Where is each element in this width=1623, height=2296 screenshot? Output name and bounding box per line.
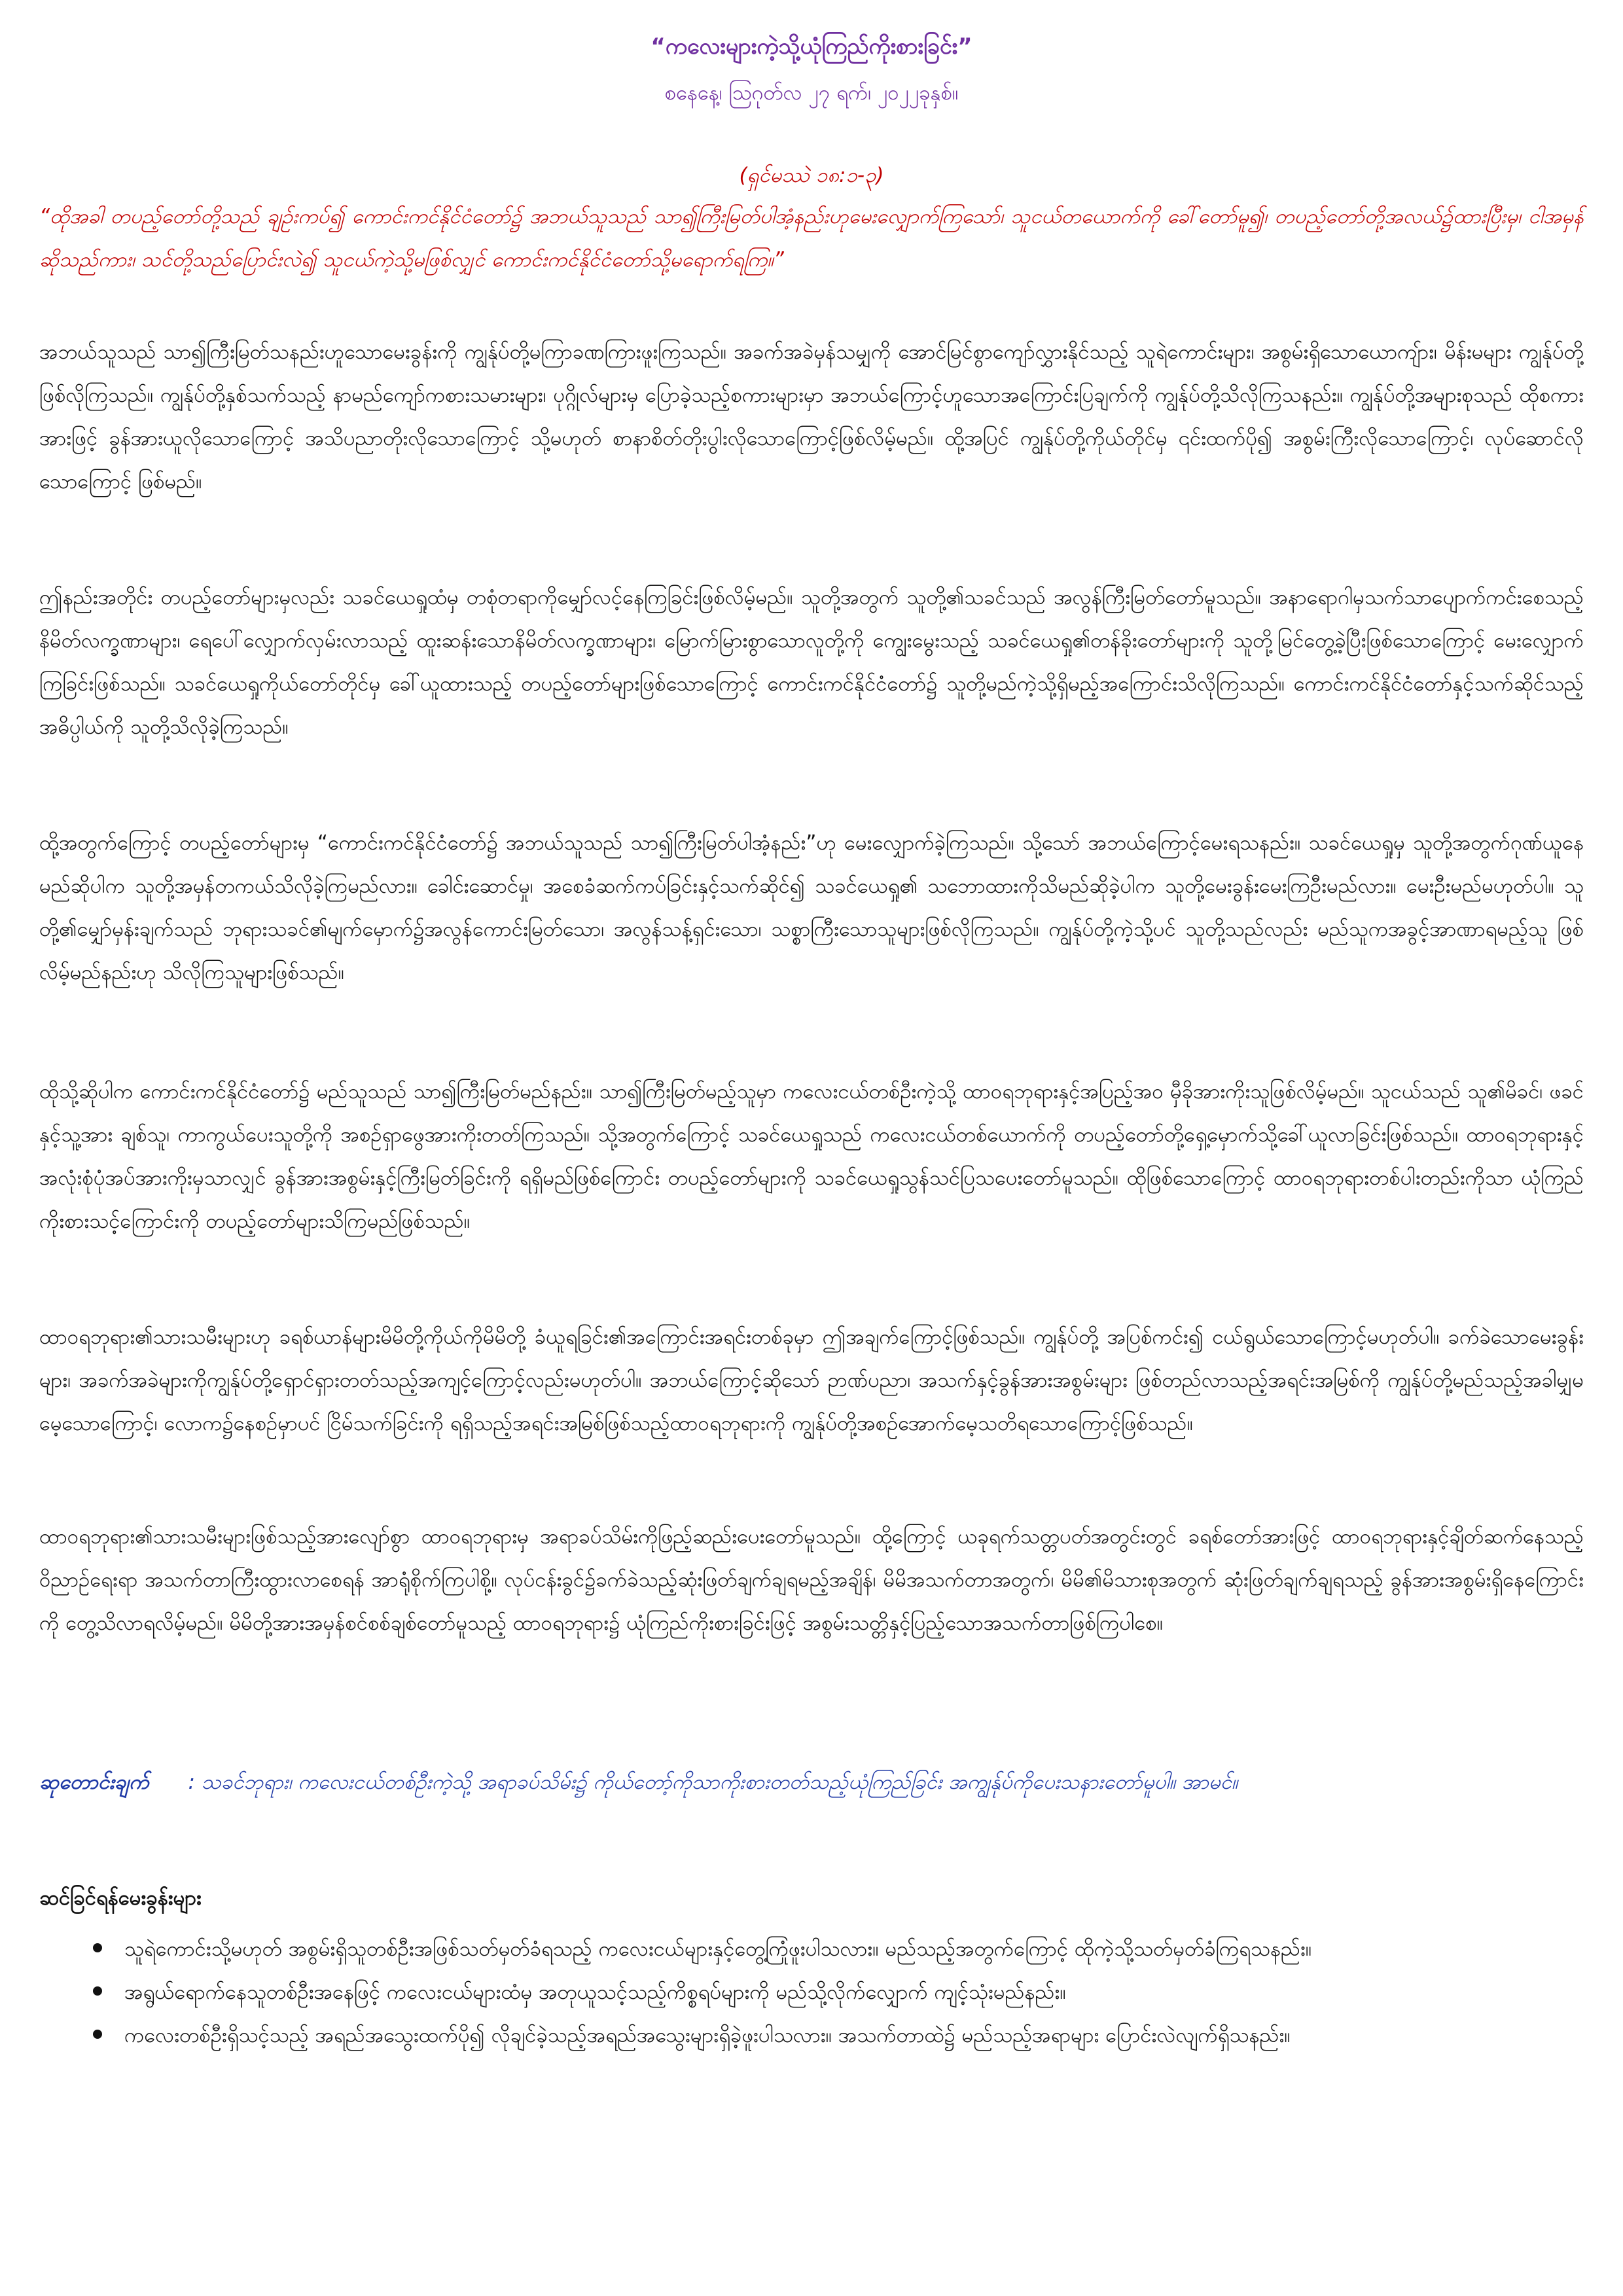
document-title: “ကလေးများကဲ့သို့ယုံကြည်ကိုးစားခြင်း” — [651, 33, 972, 60]
body-paragraph-1: အဘယ်သူသည် သာ၍ကြီးမြတ်သနည်းဟူသောမေးခွန်းကို ကျွန်ုပ်တို့မကြာခဏကြားဖူးကြသည်။ အခက်အခဲမှန်သမျှကို အောင်မြင်စွာကျော်လွှားနိုင်သည့် သူရဲကောင်းများ၊ အစွမ်းရှိသောယောကျ်ား၊ မိန်းမများ ကျွန်ုပ်တို့ဖြစ်လိုကြသည်။ ကျွန်ုပ်တို့နှစ်သက်သည့် နာမည်ကျော်ကစားသမားများ၊ ပုဂ္ဂိုလ်များမှ ပြောခဲ့သည့်စကားများမှာ အဘယ်ကြောင့်ဟူသောအကြောင်းပြချက်ကို ကျွန်ုပ်တို့သိလိုကြသနည်း။ ကျွန်ုပ်တို့အများစုသည် ထိုစကားအားဖြင့် ခွန်အားယူလိုသောကြောင့် အသိပညာတိုးလိုသောကြောင့် သို့မဟုတ် စာနာစိတ်တိုးပွါးလိုသောကြောင့်ဖြစ်လိမ့်မည်။ ထို့အပြင် ကျွန်ုပ်တို့ကိုယ်တိုင်မှ ၎င်းထက်ပို၍ အစွမ်းကြီးလိုသောကြောင့်၊ လုပ်ဆောင်လိုသောကြောင့် ဖြစ်မည်။ — [39, 340, 1584, 493]
bullet-icon — [93, 1986, 102, 1996]
question-text: ကလေးတစ်ဦးရှိသင့်သည့် အရည်အသွေးထက်ပို၍ လိုချင်ခဲ့သည့်အရည်အသွေးများရှိခဲ့ဖူးပါသလား။ အသက်တာထဲ၌ မည်သည့်အရာများ ပြောင်းလဲလျက်ရှိသနည်း။ — [124, 2024, 1291, 2047]
prayer-block — [39, 1761, 1584, 1804]
bullet-icon — [93, 1943, 102, 1952]
body-paragraph-3: ထို့အတွက်ကြောင့် တပည့်တော်များမှ “ကောင်းကင်နိုင်ငံတော်၌ အဘယ်သူသည် သာ၍ကြီးမြတ်ပါအံ့နည်း”ဟု မေးလျှောက်ခဲ့ကြသည်။ သို့သော် အဘယ်ကြောင့်မေးရသနည်း။ သခင်ယေရှုမှ သူတို့အတွက်ဂုဏ်ယူနေမည်ဆိုပါက သူတို့အမှန်တကယ်သိလိုခဲ့ကြမည်လား။ ခေါင်းဆောင်မှု၊ အစေခံဆက်ကပ်ခြင်းနှင့်သက်ဆိုင်၍ သခင်ယေရှု၏ သဘောထားကိုသိမည်ဆိုခဲ့ပါက သူတို့မေးခွန်းမေးကြဦးမည်လား။ မေးဦးမည်မဟုတ်ပါ။ သူတို့၏မျှော်မှန်းချက်သည် ဘုရားသခင်၏မျက်မှောက်၌အလွန်ကောင်းမြတ်သော၊ အလွန်သန့်ရှင်းသော၊ သစ္စာကြီးသောသူများဖြစ်လိုကြသည်။ ကျွန်ုပ်တို့ကဲ့သို့ပင် သူတို့သည်လည်း မည်သူကအခွင့်အာဏာရမည့်သူ ဖြစ်လိမ့်မည်နည်းဟု သိလိုကြသူများဖြစ်သည်။ — [39, 831, 1584, 984]
bullet-icon — [93, 2030, 102, 2039]
scripture-text: “ထိုအခါ တပည့်တော်တို့သည် ချဉ်းကပ်၍ ကောင်းကင်နိုင်ငံတော်၌ အဘယ်သူသည် သာ၍ကြီးမြတ်ပါအံ့နည်းဟုမေးလျှောက်ကြသော်၊ သူငယ်တယောက်ကို ခေါ်တော်မူ၍၊ တပည့်တော်တို့အလယ်၌ထားပြီးမှ၊ ငါအမှန်ဆိုသည်ကား၊ သင်တို့သည်ပြောင်းလဲ၍ သူငယ်ကဲ့သို့မဖြစ်လျှင် ကောင်းကင်နိုင်ငံတော်သို့မရောက်ရကြ။” — [39, 205, 1584, 272]
prayer-text: : သခင်ဘုရား၊ ကလေးငယ်တစ်ဦးကဲ့သို့ အရာခပ်သိမ်း၌ ကိုယ်တော့်ကိုသာကိုးစားတတ်သည့်ယုံကြည်ခြင်း အကျွန်ုပ်ကိုပေးသနားတော်မူပါ။ အာမင်။ — [188, 1770, 1238, 1794]
question-text: အရွယ်ရောက်နေသူတစ်ဦးအနေဖြင့် ကလေးငယ်များထံမှ အတုယူသင့်သည့်ကိစ္စရပ်များကို မည်သို့လိုက်လျှောက် ကျင့်သုံးမည်နည်း။ — [124, 1981, 1066, 2004]
question-item — [39, 2014, 1584, 2057]
question-text: သူရဲကောင်းသို့မဟုတ် အစွမ်းရှိသူတစ်ဦးအဖြစ်သတ်မှတ်ခံရသည့် ကလေးငယ်များနှင့်တွေ့ကြုံဖူးပါသလား။ မည်သည့်အတွက်ကြောင့် ထိုကဲ့သို့သတ်မှတ်ခံကြရသနည်း။ — [124, 1937, 1312, 1961]
body-paragraph-5: ထာဝရဘုရား၏သားသမီးများဟု ခရစ်ယာန်များမိမိတို့ကိုယ်ကိုမိမိတို့ ခံယူရခြင်း၏အကြောင်းအရင်းတစ်ခုမှာ ဤအချက်ကြောင့်ဖြစ်သည်။ ကျွန်ုပ်တို့ အပြစ်ကင်း၍ ငယ်ရွယ်သောကြောင့်မဟုတ်ပါ။ ခက်ခဲသောမေးခွန်းများ၊ အခက်အခဲများကိုကျွန်ုပ်တို့ရှောင်ရှားတတ်သည့်အကျင့်ကြောင့်လည်းမဟုတ်ပါ။ အဘယ်ကြောင့်ဆိုသော် ဉာဏ်ပညာ၊ အသက်နှင့်ခွန်အားအစွမ်းများ ဖြစ်တည်လာသည့်အရင်းအမြစ်ကို ကျွန်ုပ်တို့မည်သည့်အခါမျှမမေ့သောကြောင့်၊ လောက၌နေစဉ်မှာပင် ငြိမ်သက်ခြင်းကို ရရှိသည့်အရင်းအမြစ်ဖြစ်သည့်ထာဝရဘုရားကို ကျွန်ုပ်တို့အစဉ်အောက်မေ့သတိရသောကြောင့်ဖြစ်သည်။ — [39, 1325, 1584, 1435]
prayer-label: ဆုတောင်းချက် — [39, 1770, 149, 1794]
document-date: စနေနေ့၊ ဩဂုတ်လ ၂၇ ရက်၊ ၂၀၂၂ခုနှစ်။ — [664, 81, 959, 105]
questions-list — [39, 1928, 1584, 2057]
questions-heading: ဆင်ခြင်ရန်မေးခွန်းများ — [39, 1886, 202, 1910]
scripture-reference: (ရှင်မဿဲ ၁၈:၁-၃) — [739, 164, 884, 187]
question-item — [39, 1971, 1584, 2014]
body-paragraph-4: ထိုသို့ဆိုပါက ကောင်းကင်နိုင်ငံတော်၌ မည်သူသည် သာ၍ကြီးမြတ်မည်နည်း။ သာ၍ကြီးမြတ်မည့်သူမှာ ကလေးငယ်တစ်ဦးကဲ့သို့ ထာဝရဘုရားနှင့်အပြည့်အဝ မှီခိုအားကိုးသူဖြစ်လိမ့်မည်။ သူငယ်သည် သူ၏မိခင်၊ ဖခင်နှင့်သူ့အား ချစ်သူ၊ ကာကွယ်ပေးသူတို့ကို အစဉ်ရှာဖွေအားကိုးတတ်ကြသည်။ သို့အတွက်ကြောင့် သခင်ယေရှုသည် ကလေးငယ်တစ်ယောက်ကို တပည့်တော်တို့ရှေ့မှောက်သို့ခေါ်ယူလာခြင်းဖြစ်သည်။ ထာဝရဘုရားနှင့်အလုံးစုံပုံအပ်အားကိုးမှသာလျှင် ခွန်အားအစွမ်းနှင့်ကြီးမြတ်ခြင်းကို ရရှိမည်ဖြစ်ကြောင်း တပည့်တော်များကို သခင်ယေရှုသွန်သင်ပြသပေးတော်မူသည်။ ထိုဖြစ်သောကြောင့် ထာဝရဘုရားတစ်ပါးတည်းကိုသာ ယုံကြည်ကိုးစားသင့်ကြောင်းကို တပည့်တော်များသိကြမည်ဖြစ်သည်။ — [39, 1080, 1584, 1233]
question-item — [39, 1928, 1584, 1971]
body-paragraph-6: ထာဝရဘုရား၏သားသမီးများဖြစ်သည့်အားလျော်စွာ ထာဝရဘုရားမှ အရာခပ်သိမ်းကိုဖြည့်ဆည်းပေးတော်မူသည်။ ထို့ကြောင့် ယခုရက်သတ္တပတ်အတွင်းတွင် ခရစ်တော်အားဖြင့် ထာဝရဘုရားနှင့်ချိတ်ဆက်နေသည့်ဝိညာဉ်ရေးရာ အသက်တာကြီးထွားလာစေရန် အာရုံစိုက်ကြပါစို့။ လုပ်ငန်းခွင်၌ခက်ခဲသည့်ဆုံးဖြတ်ချက်ချရမည့်အချိန်၊ မိမိအသက်တာအတွက်၊ မိမိ၏မိသားစုအတွက် ဆုံးဖြတ်ချက်ချရသည့် ခွန်အားအစွမ်းရှိနေကြောင်းကို တွေ့သိလာရလိမ့်မည်။ မိမိတို့အားအမှန်စင်စစ်ချစ်တော်မူသည့် ထာဝရဘုရား၌ ယုံကြည်ကိုးစားခြင်းဖြင့် အစွမ်းသတ္တိနှင့်ပြည့်သောအသက်တာဖြစ်ကြပါစေ။ — [39, 1525, 1584, 1635]
body-paragraph-2: ဤနည်းအတိုင်း တပည့်တော်များမှလည်း သခင်ယေရှုထံမှ တစုံတရာကိုမျှော်လင့်နေကြခြင်းဖြစ်လိမ့်မည်။ သူတို့အတွက် သူတို့၏သခင်သည် အလွန်ကြီးမြတ်တော်မူသည်။ အနာရောဂါမှသက်သာပျောက်ကင်းစေသည့် နိမိတ်လက္ခဏာများ၊ ရေပေါ်လျှောက်လှမ်းလာသည့် ထူးဆန်းသောနိမိတ်လက္ခဏာများ၊ မြောက်မြားစွာသောလူတို့ကို ကျွေးမွေးသည့် သခင်ယေရှု၏တန်ခိုးတော်များကို သူတို့မြင်တွေ့ခဲ့ပြီးဖြစ်သောကြောင့် မေးလျှောက်ကြခြင်းဖြစ်သည်။ သခင်ယေရှုကိုယ်တော်တိုင်မှ ခေါ်ယူထားသည့် တပည့်တော်များဖြစ်သောကြောင့် ကောင်းကင်နိုင်ငံတော်၌ သူတို့မည်ကဲ့သို့ရှိမည့်အကြောင်းသိလိုကြသည်။ ကောင်းကင်နိုင်ငံတော်နှင့်သက်ဆိုင်သည့် အဓိပ္ပါယ်ကို သူတို့သိလိုခဲ့ကြသည်။ — [39, 586, 1584, 739]
